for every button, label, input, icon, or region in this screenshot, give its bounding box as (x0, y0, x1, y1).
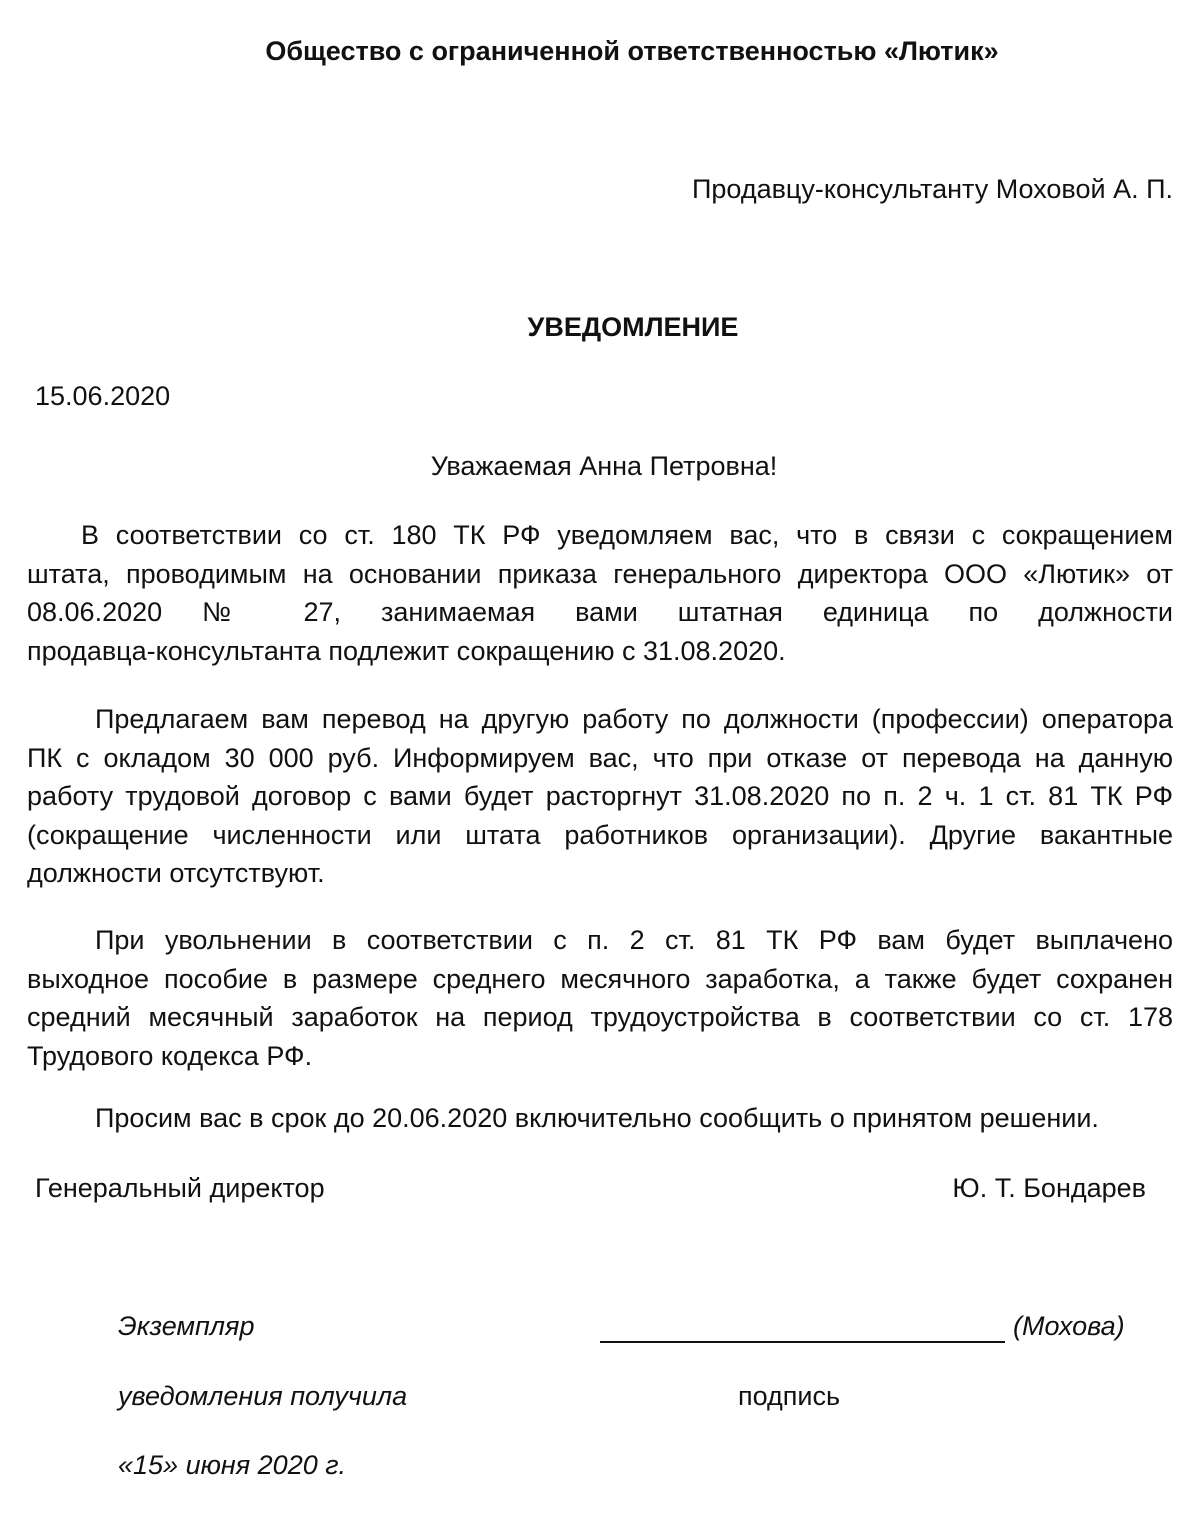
document-date: 15.06.2020 (35, 381, 171, 411)
acknowledgement-line-1: Экземпляр (118, 1311, 255, 1341)
paragraph-line: ПК с окладом 30 000 руб. Информируем вас, что при отказе от перевода на данную (27, 742, 1173, 773)
greeting: Уважаемая Анна Петровна! (430, 451, 778, 481)
signatory-position: Генеральный директор (35, 1173, 325, 1203)
paragraph-line: (сокращение численности или штата работников организации). Другие вакантные (27, 819, 1173, 850)
paragraph-line: Трудового кодекса РФ. (27, 1040, 313, 1071)
recipient: Продавцу-консультанту Моховой А. П. (691, 174, 1173, 204)
signature-line (600, 1341, 1005, 1343)
paragraph-line: продавца-консультанта подлежит сокращению с 31.08.2020. (27, 635, 786, 666)
acknowledgement-line-2: уведомления получила (118, 1381, 408, 1411)
signature-caption: подпись (738, 1381, 841, 1411)
paragraph-line: работу трудовой договор с вами будет расторгнут 31.08.2020 по п. 2 ч. 1 ст. 81 ТК РФ (27, 781, 1173, 811)
paragraph-line: штата, проводимым на основании приказа генерального директора ООО «Лютик» от (27, 558, 1173, 589)
paragraph-line: средний месячный заработок на период трудоустройства в соответствии со ст. 178 (27, 1002, 1173, 1032)
paragraph-line: должности отсутствуют. (27, 858, 325, 888)
paragraph-severance (27, 921, 1173, 1075)
paragraph-line: 08.06.2020 № 27, занимаемая вами штатная единица по должности (27, 597, 1173, 627)
document-title: УВЕДОМЛЕНИЕ (527, 312, 739, 342)
recipient-surname: (Мохова) (1013, 1311, 1125, 1341)
paragraph-line: Предлагаем вам перевод на другую работу по должности (профессии) оператора (95, 704, 1173, 734)
company-name: Общество с ограниченной ответственностью «Лютик» (265, 36, 999, 66)
paragraph-transfer-offer (27, 700, 1173, 893)
paragraph-line: В соответствии со ст. 180 ТК РФ уведомляем вас, что в связи с сокращением (81, 520, 1173, 550)
paragraph-request: Просим вас в срок до 20.06.2020 включительно сообщить о принятом решении. (95, 1103, 1099, 1133)
acknowledgement-date: «15» июня 2020 г. (118, 1450, 347, 1480)
paragraph-line: выходное пособие в размере среднего месячного заработка, а также будет сохранен (27, 963, 1173, 994)
signatory-name: Ю. Т. Бондарев (952, 1173, 1146, 1203)
paragraph-line: При увольнении в соответствии с п. 2 ст. 81 ТК РФ вам будет выплачено (95, 925, 1173, 955)
paragraph-notice (27, 516, 1173, 670)
